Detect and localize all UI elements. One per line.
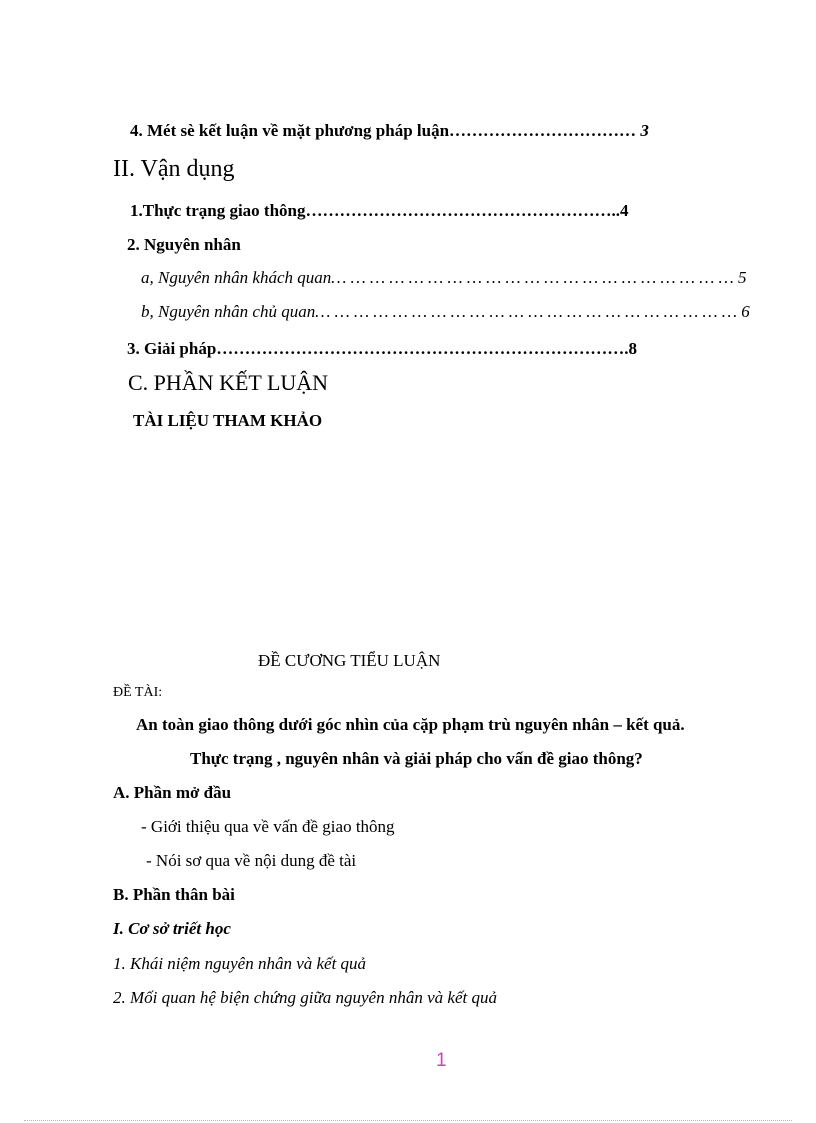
topic-line-1: An toàn giao thông dưới góc nhìn của cặp phạm trù nguyên nhân – kết quả. — [136, 715, 685, 734]
toc-item-causes: 2. Nguyên nhân — [127, 235, 241, 254]
page-number: 1 — [436, 1050, 447, 1071]
toc-item-solutions: 3. Giải pháp……………………………………………………………….8 — [127, 339, 638, 358]
philosophy-item-2: 2. Mối quan hệ biện chứng giữa nguyên nhân và kết quả — [113, 988, 497, 1007]
outline-title: ĐỀ CƯƠNG TIỂU LUẬN — [258, 651, 441, 670]
subject-label: ĐỀ TÀI: — [113, 685, 163, 700]
toc-item-methodology — [130, 121, 649, 141]
toc-references-heading: TÀI LIỆU THAM KHẢO — [133, 411, 323, 430]
section-introduction: A. Phần mở đầu — [113, 783, 232, 802]
toc-item-current-state: 1.Thực trạng giao thông………………………………………………..4 — [130, 201, 629, 220]
toc-section-heading: II. Vận dụng — [113, 156, 235, 182]
toc-item-objective-causes: a, Nguyên nhân khách quan… … … … … … … … … … … … … … … … … … … … … 5 — [141, 268, 747, 287]
toc-item-subjective-causes: b, Nguyên nhân chủ quan… … … … … … … … … … … … … … … … … … … … … … 6 — [141, 302, 750, 321]
toc-item-text: 4. Mét sè kết luận về mặt phương pháp luận…………………………… — [130, 121, 637, 140]
toc-conclusion-heading: C. PHẦN KẾT LUẬN — [128, 370, 329, 395]
page-footer-divider — [24, 1120, 792, 1121]
section-philosophy-basis: I. Cơ sở triết học — [113, 919, 231, 938]
philosophy-item-1: 1. Khái niệm nguyên nhân và kết quả — [113, 954, 367, 973]
intro-item-2: - Nói sơ qua về nội dung đề tài — [146, 851, 357, 870]
intro-item-1: - Giới thiệu qua về vấn đề giao thông — [141, 817, 395, 836]
section-body: B. Phần thân bài — [113, 885, 235, 904]
topic-line-2: Thực trạng , nguyên nhân và giải pháp cho vấn đề giao thông? — [190, 749, 643, 768]
toc-page-number: 3 — [636, 121, 649, 140]
